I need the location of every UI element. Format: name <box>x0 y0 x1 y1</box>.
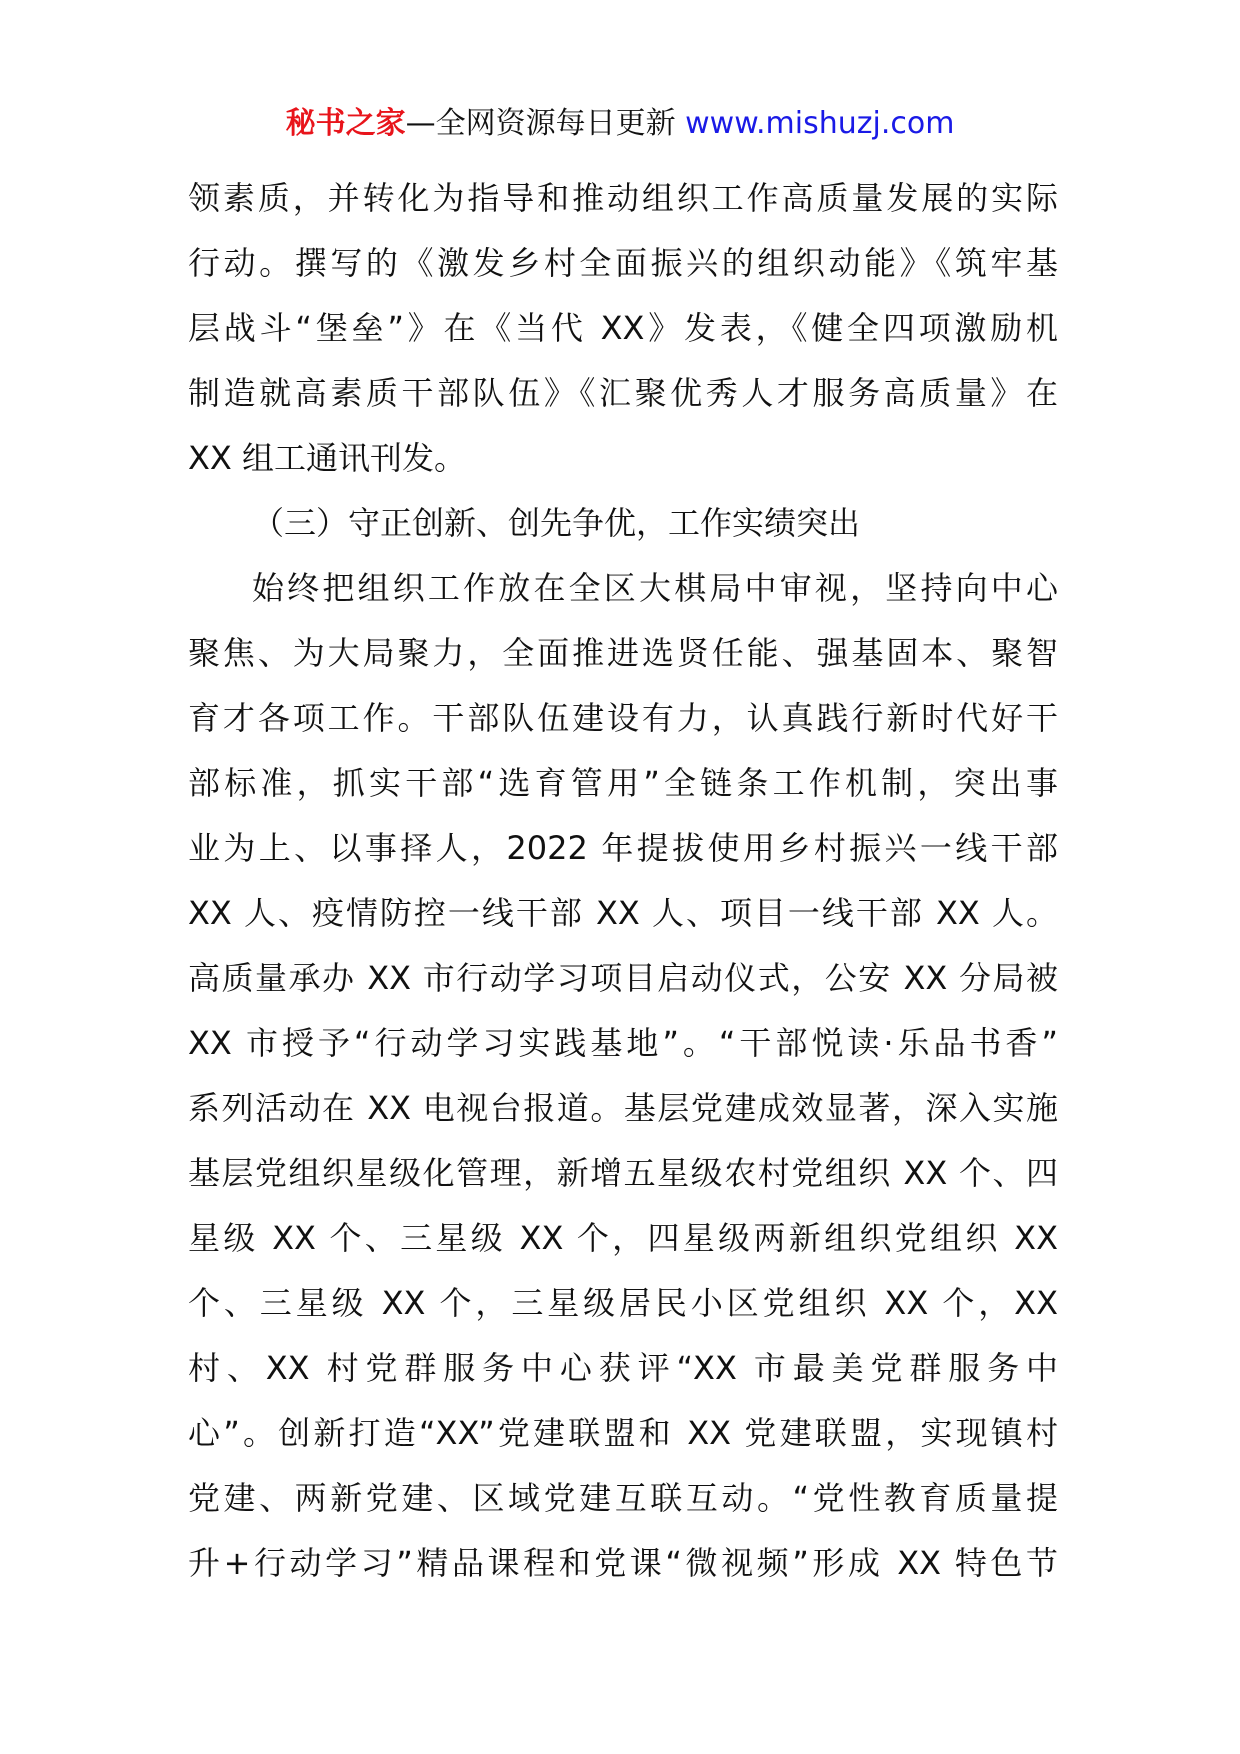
page-header <box>0 102 1240 146</box>
text-line: 制造就高素质干部队伍》《汇聚优秀人才服务高质量》在 <box>188 374 1058 412</box>
text-line: 聚焦、为大局聚力，全面推进选贤任能、强基固本、聚智 <box>188 634 1058 672</box>
text-line: XX 组工通讯刊发。 <box>188 439 467 477</box>
text-line: 党建、两新党建、区域党建互联互动。“党性教育质量提 <box>188 1479 1058 1517</box>
text-line: 心”。创新打造“XX”党建联盟和 XX 党建联盟，实现镇村 <box>188 1414 1058 1452</box>
section-heading: （三）守正创新、创先争优，工作实绩突出 <box>252 504 861 542</box>
paragraph-first-line: 始终把组织工作放在全区大棋局中审视，坚持向中心 <box>252 569 1058 607</box>
text-line: 个、三星级 XX 个，三星级居民小区党组织 XX 个，XX <box>188 1284 1058 1322</box>
text-line: 升+行动学习”精品课程和党课“微视频”形成 XX 特色节 <box>188 1544 1058 1582</box>
text-line: 行动。撰写的《激发乡村全面振兴的组织动能》《筑牢基 <box>188 244 1058 282</box>
text-line: 领素质，并转化为指导和推动组织工作高质量发展的实际 <box>188 179 1058 217</box>
text-line: 层战斗“堡垒”》在《当代 XX》发表，《健全四项激励机 <box>188 309 1058 347</box>
text-line: XX 人、疫情防控一线干部 XX 人、项目一线干部 XX 人。 <box>188 894 1058 932</box>
text-line: 部标准，抓实干部“选育管用”全链条工作机制，突出事 <box>188 764 1058 802</box>
header-tagline: —全网资源每日更新 <box>405 106 676 141</box>
text-line: 育才各项工作。干部队伍建设有力，认真践行新时代好干 <box>188 699 1058 737</box>
text-line: 系列活动在 XX 电视台报道。基层党建成效显著，深入实施 <box>188 1089 1058 1127</box>
text-line: 基层党组织星级化管理，新增五星级农村党组织 XX 个、四 <box>188 1154 1058 1192</box>
document-body <box>188 166 1058 1596</box>
text-line: 村、XX 村党群服务中心获评“XX 市最美党群服务中 <box>188 1349 1058 1387</box>
text-line: 星级 XX 个、三星级 XX 个，四星级两新组织党组织 XX <box>188 1219 1058 1257</box>
brand-name: 秘书之家 <box>285 106 406 141</box>
site-url-link[interactable]: www.mishuzj.com <box>685 106 955 141</box>
text-line: 高质量承办 XX 市行动学习项目启动仪式，公安 XX 分局被 <box>188 959 1058 997</box>
text-line: 业为上、以事择人，2022 年提拔使用乡村振兴一线干部 <box>188 829 1058 867</box>
text-line: XX 市授予“行动学习实践基地”。“干部悦读·乐品书香” <box>188 1024 1058 1062</box>
